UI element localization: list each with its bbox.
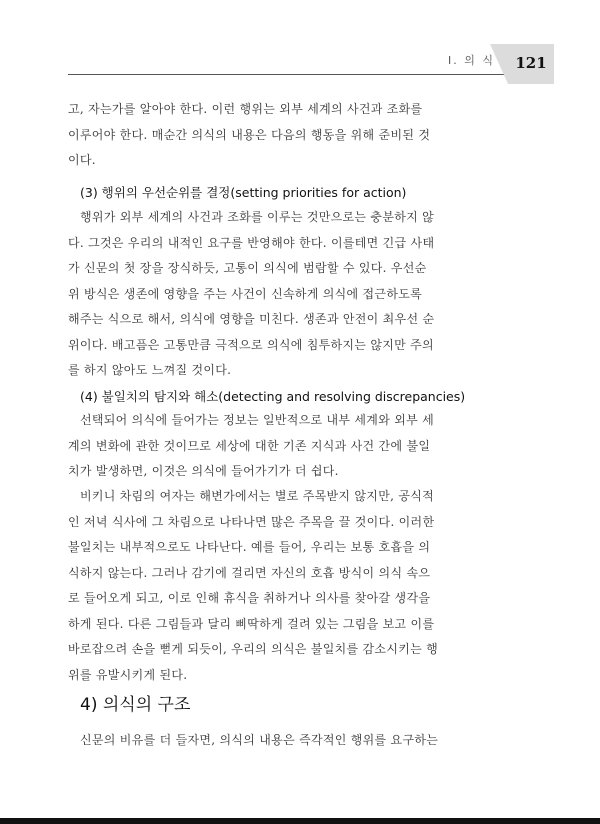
- text-line: 가 신문의 첫 장을 장식하듯, 고통이 의식에 범람할 수 있다. 우선순: [68, 261, 427, 275]
- section-4-heading: (4) 불일치의 탐지와 해소(detecting and resolving discrepancies): [80, 389, 466, 404]
- text-line: 행위가 외부 세계의 사건과 조화를 이루는 것만으로는 충분하지 않: [80, 210, 435, 224]
- text-line: 위를 유발시키게 된다.: [68, 667, 188, 682]
- text-line: 하게 된다. 다른 그림들과 달리 삐딱하게 걸려 있는 그림을 보고 이를: [68, 616, 435, 631]
- running-head: I. 의 식: [448, 54, 495, 67]
- text-line: 선택되어 의식에 들어가는 정보는 일반적으로 내부 세계와 외부 세: [80, 413, 435, 427]
- structure-section-heading: 4) 의식의 구조: [80, 695, 191, 715]
- text-line: 를 하지 않아도 느껴질 것이다.: [68, 363, 232, 377]
- text-line: 위이다. 배고픔은 고통만큼 극적으로 의식에 침투하지는 않지만 주의: [68, 337, 434, 352]
- text-line: 불일치는 내부적으로도 나타난다. 예를 들어, 우리는 보통 호흡을 의: [68, 540, 431, 554]
- bottom-border: [0, 818, 600, 824]
- page-number-box: [508, 44, 554, 84]
- structure-paragraph: [68, 728, 468, 754]
- text-line: 고, 자는가를 알아야 한다. 이런 행위는 외부 세계의 사건과 조화를: [68, 102, 423, 116]
- text-line: 바로잡으려 손을 뻗게 되듯이, 우리의 의식은 불일치를 감소시키는 행: [68, 642, 439, 656]
- section-3-heading: (3) 행위의 우선순위를 결정(setting priorities for action): [80, 185, 407, 200]
- text-line: 다. 그것은 우리의 내적인 요구를 반영해야 한다. 이를테면 긴급 사태: [68, 235, 435, 250]
- header-rule: [68, 74, 540, 75]
- text-line: 치가 발생하면, 이것은 의식에 들어가기가 더 쉽다.: [68, 464, 339, 478]
- text-line: 비키니 차림의 여자는 해변가에서는 별로 주목받지 않지만, 공식적: [80, 489, 435, 503]
- text-line: 로 들어오게 되고, 이로 인해 휴식을 취하거나 의사를 찾아갈 생각을: [68, 591, 431, 605]
- text-line: 식하지 않는다. 그러나 감기에 걸리면 자신의 호흡 방식이 의식 속으: [68, 565, 431, 580]
- page-number: 121: [515, 54, 547, 72]
- text-line: 인 저녁 식사에 그 차림으로 나타나면 많은 주목을 끌 것이다. 이러한: [68, 514, 435, 529]
- text-line: 계의 변화에 관한 것이므로 세상에 대한 기존 지식과 사건 간에 불일: [68, 438, 431, 453]
- text-line: 이다.: [68, 153, 96, 167]
- section-3-paragraph: [68, 205, 468, 384]
- section-4-paragraph-1: [68, 408, 468, 485]
- section-4-paragraph-2: [68, 484, 468, 688]
- intro-paragraph: [68, 97, 468, 174]
- text-line: 해주는 식으로 해서, 의식에 영향을 미친다. 생존과 안전이 최우선 순: [68, 312, 435, 326]
- text-line: 위 방식은 생존에 영향을 주는 사건이 신속하게 의식에 접근하도록: [68, 286, 423, 301]
- text-line: 이루어야 한다. 매순간 의식의 내용은 다음의 행동을 위해 준비된 것: [68, 127, 431, 142]
- text-line: 신문의 비유를 더 들자면, 의식의 내용은 즉각적인 행위를 요구하는: [80, 733, 439, 747]
